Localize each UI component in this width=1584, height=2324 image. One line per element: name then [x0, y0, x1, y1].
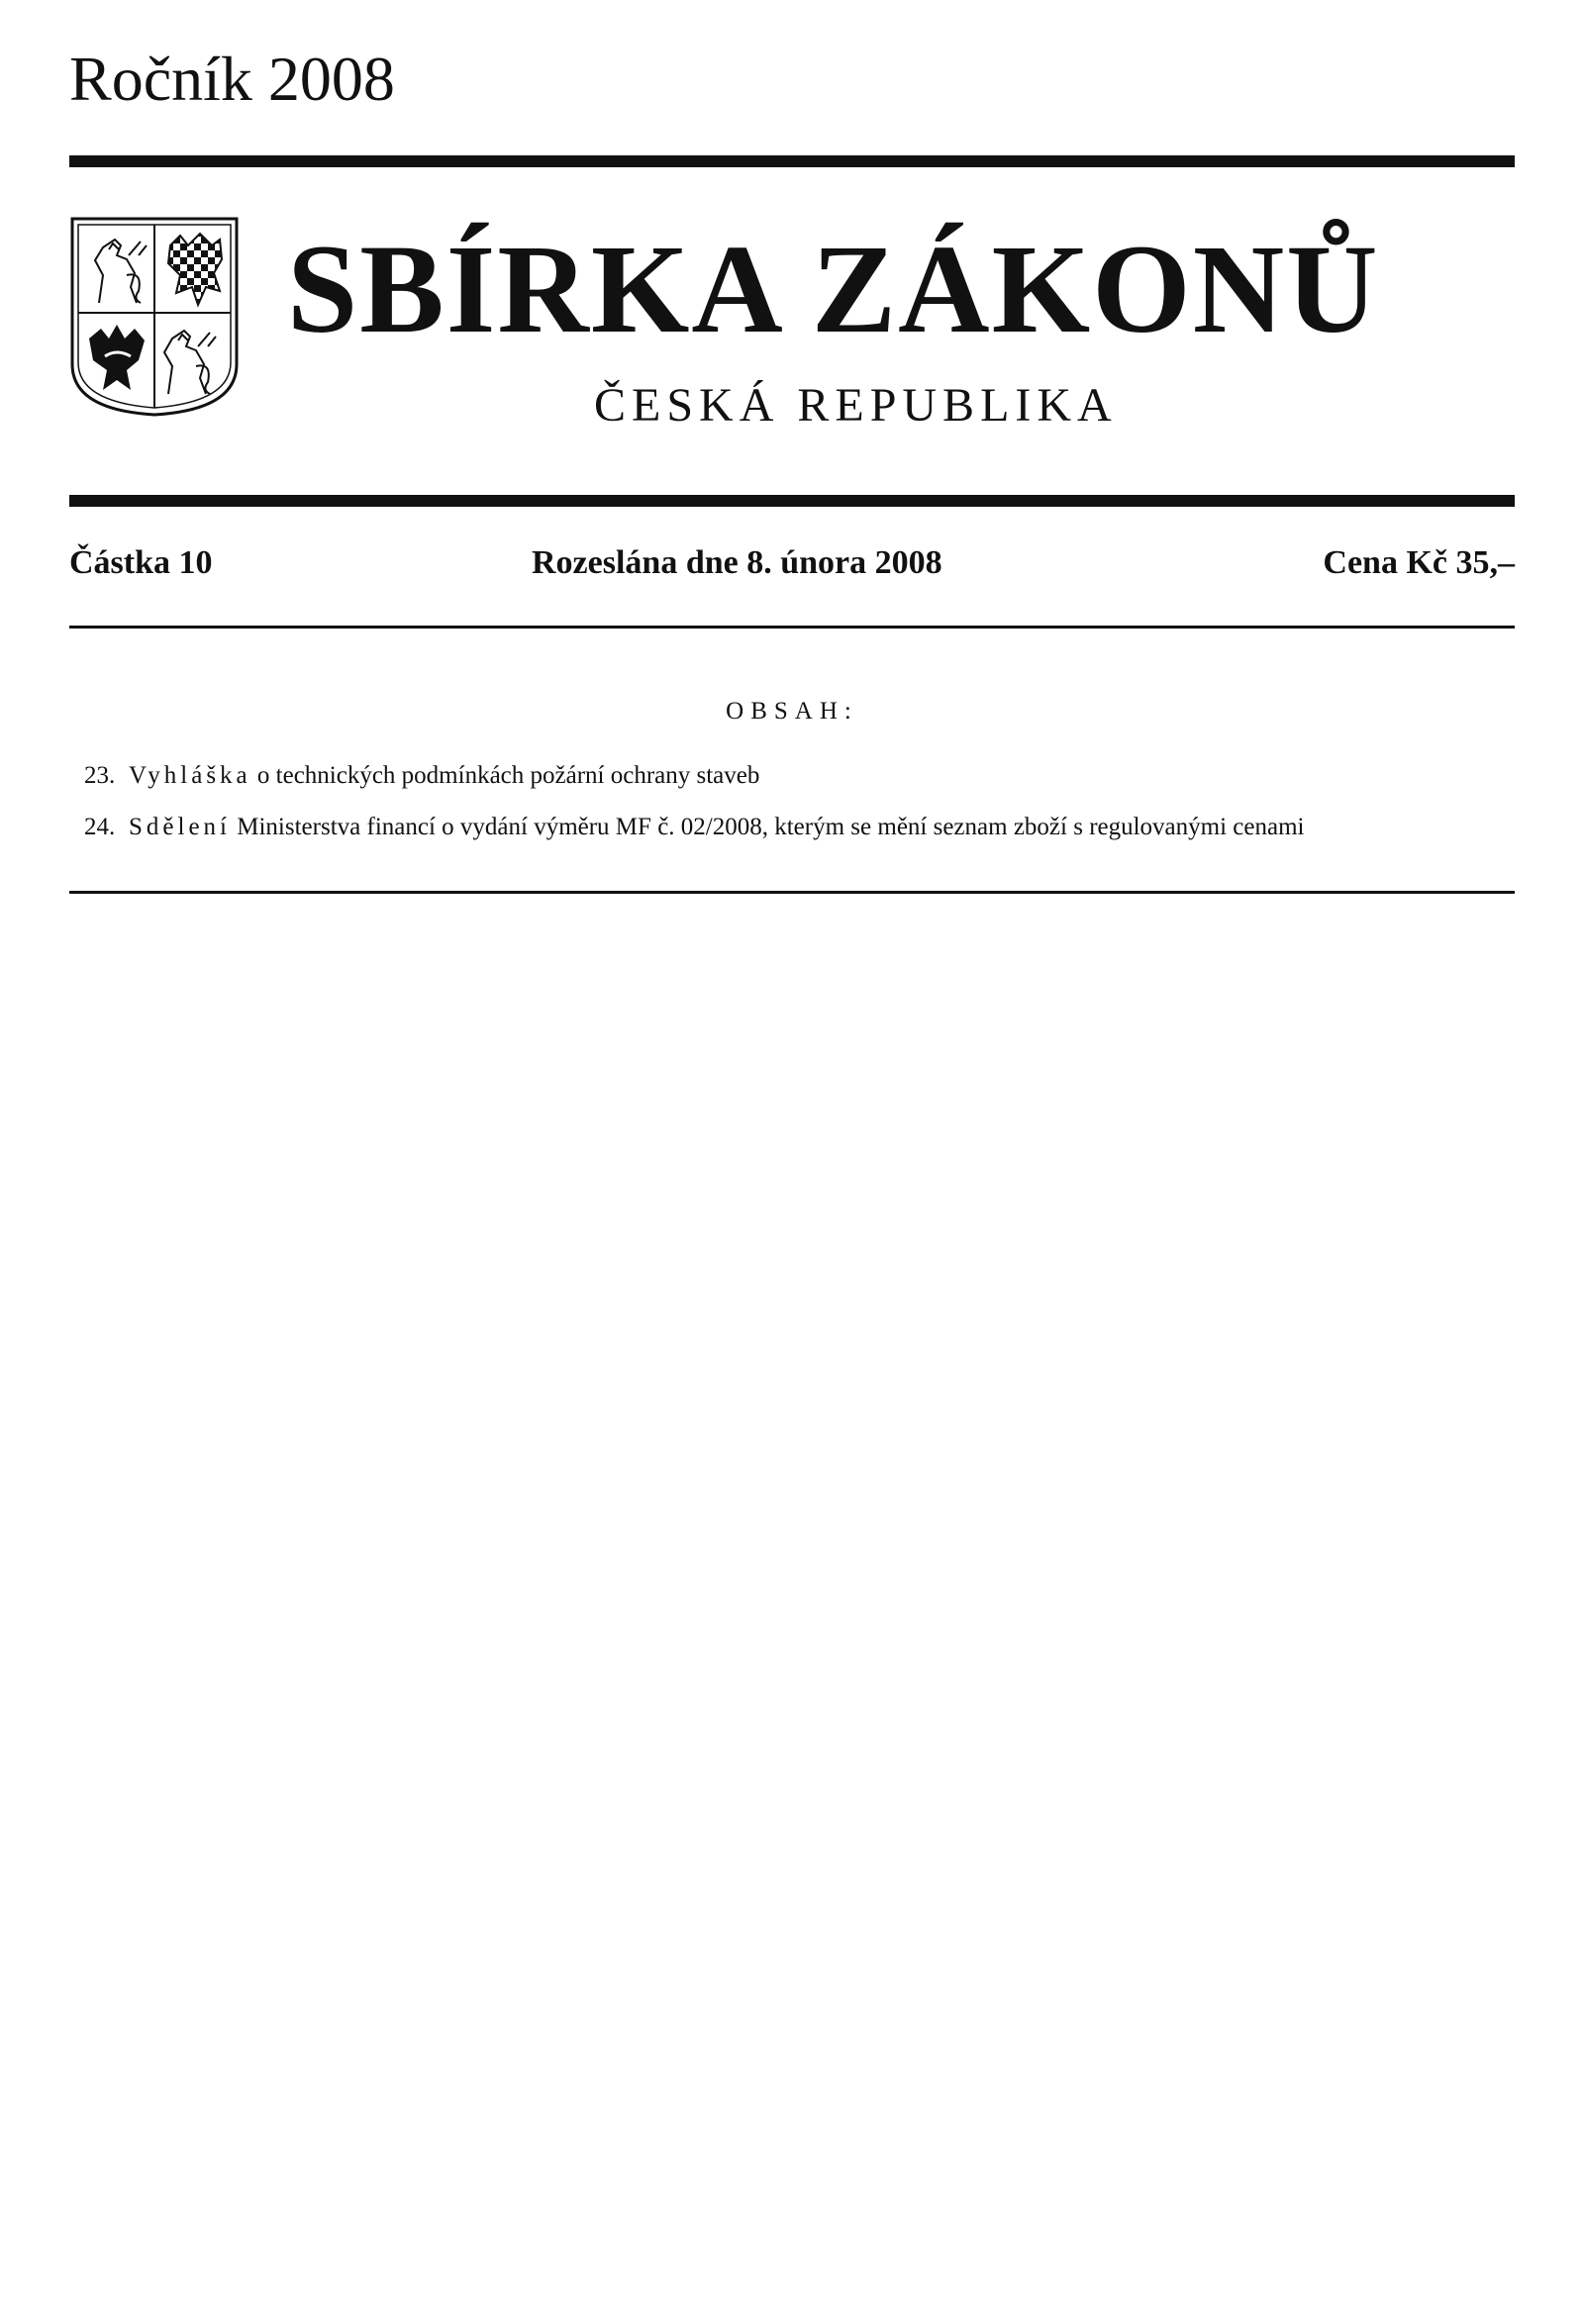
contents-list: [84, 760, 1304, 863]
issue-part: Částka 10: [69, 544, 213, 581]
list-item: [84, 760, 1304, 792]
volume-year: Ročník 2008: [69, 44, 395, 114]
item-type: Vyhláška: [129, 762, 251, 789]
item-type: Sdělení: [129, 814, 231, 840]
country-subtitle: ČESKÁ REPUBLIKA: [594, 379, 1118, 432]
item-number: 24.: [84, 814, 116, 840]
issue-price: Cena Kč 35,–: [1323, 544, 1515, 581]
contents-heading: OBSAH:: [726, 698, 858, 725]
item-number: 23.: [84, 762, 116, 789]
meta-divider: [69, 626, 1515, 629]
top-thick-rule: [69, 155, 1515, 167]
distribution-date: Rozeslána dne 8. února 2008: [532, 544, 942, 581]
bottom-thick-rule: [69, 495, 1515, 507]
list-item: [84, 812, 1304, 843]
contents-divider: [69, 891, 1515, 894]
czech-coat-of-arms-icon: [69, 216, 240, 418]
item-text: Ministerstva financí o vydání výměru MF č. 02/2008, kterým se mění seznam zboží s regulovanými cenami: [231, 814, 1305, 840]
item-text: o technických podmínkách požární ochrany staveb: [250, 762, 760, 789]
gazette-title: SBÍRKA ZÁKONŮ: [287, 219, 1380, 359]
